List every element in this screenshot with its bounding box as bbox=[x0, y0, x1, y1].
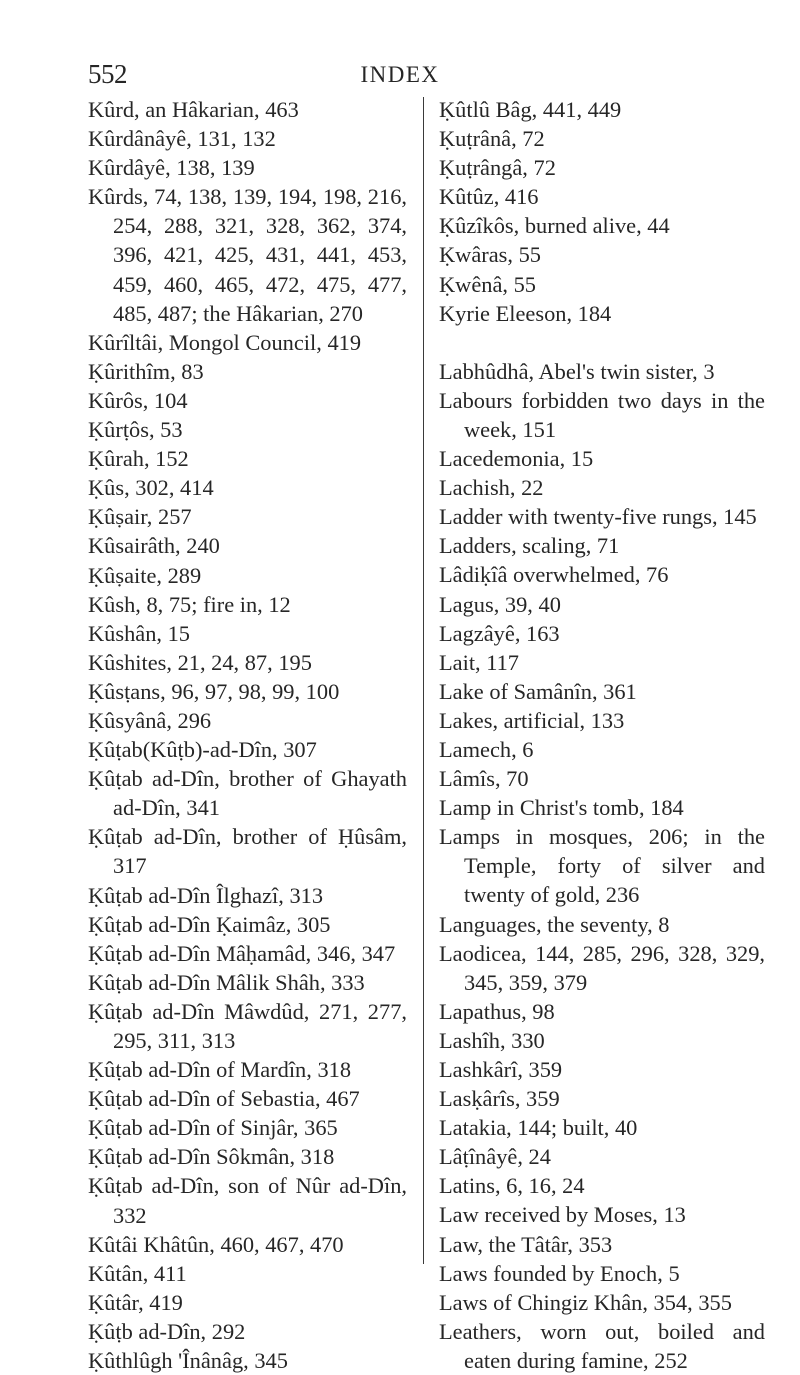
page-number: 552 bbox=[88, 59, 127, 89]
index-column-right bbox=[439, 95, 765, 1375]
index-entry: Ḳûṭab ad-Dîn of Sinjâr, 365 bbox=[88, 1115, 338, 1141]
index-entry: Lamps in mosques, 206; in the Temple, forty of silver and twenty of gold, 236 bbox=[439, 824, 765, 908]
index-entry: Kûshân, 15 bbox=[88, 620, 190, 646]
index-entry: Labhûdhâ, Abel's twin sister, 3 bbox=[439, 358, 715, 384]
column-divider bbox=[423, 97, 424, 1264]
index-entry: Ḳûrithîm, 83 bbox=[88, 358, 204, 384]
index-entry: Ḳûṭab ad-Dîn Ḳaimâz, 305 bbox=[88, 911, 331, 937]
index-entry: Kûtân, 411 bbox=[88, 1260, 187, 1286]
index-entry: Ḳûthlûgh 'Înânâg, 345 bbox=[88, 1348, 288, 1374]
index-entry: Ḳûṭab ad-Dîn Mâḥamâd, 346, 347 bbox=[88, 940, 396, 966]
index-entry: Lamech, 6 bbox=[439, 736, 534, 762]
index-entry: Languages, the seventy, 8 bbox=[439, 911, 670, 937]
index-entry: Kûsairâth, 240 bbox=[88, 533, 220, 559]
index-entry: Kûshites, 21, 24, 87, 195 bbox=[88, 649, 312, 675]
index-entry: Lashkârî, 359 bbox=[439, 1057, 563, 1082]
index-entry: Lake of Samânîn, 361 bbox=[439, 678, 637, 704]
index-entry: Lacedemonia, 15 bbox=[439, 446, 594, 472]
index-entry: Ḳûṭab ad-Dîn Mâwdûd, 271, 277, 295, 311, 313 bbox=[88, 998, 407, 1053]
index-entry: Ḳuṭrângâ, 72 bbox=[439, 155, 556, 181]
index-entry: Lachish, 22 bbox=[439, 475, 544, 501]
index-entry: Ḳûṭab(Kûṭb)-ad-Dîn, 307 bbox=[88, 737, 317, 763]
index-entry: Ḳûṭab ad-Dîn Sôkmân, 318 bbox=[88, 1144, 335, 1170]
index-entry: Ḳûṭab ad-Dîn of Mardîn, 318 bbox=[88, 1057, 352, 1083]
index-entry: Ḳûṭab ad-Dîn of Sebastia, 467 bbox=[88, 1086, 360, 1112]
index-entry: Ladder with twenty-five rungs, 145 bbox=[439, 504, 757, 530]
index-entry: Lagzâyê, 163 bbox=[439, 620, 560, 646]
index-entry: Lâdiḳîâ overwhelmed, 76 bbox=[439, 562, 669, 588]
letter-group-gap bbox=[439, 328, 765, 357]
index-entry: Ḳûtlû Bâg, 441, 449 bbox=[439, 97, 622, 122]
index-entry: Lagus, 39, 40 bbox=[439, 591, 561, 617]
index-entry: Lait, 117 bbox=[439, 649, 520, 675]
index-entry: Kûtûz, 416 bbox=[439, 184, 539, 210]
index-entry: Labours forbidden two days in the week, 151 bbox=[439, 387, 765, 442]
running-head: INDEX bbox=[360, 62, 440, 87]
index-entry: Lamp in Christ's tomb, 184 bbox=[439, 795, 684, 821]
index-entry: Ḳûṭb ad-Dîn, 292 bbox=[88, 1318, 246, 1344]
index-entry: Ḳwênâ, 55 bbox=[439, 271, 536, 297]
index-entry: Kûrds, 74, 138, 139, 194, 198, 216, 254, 288, 321, 328, 362, 374, 396, 421, 425, 431, 441, 453, 459, 460, 465, 472, 475, 477, 485, 487; the Hâkarian, 270 bbox=[88, 184, 407, 326]
index-entry: Ḳûṭab ad-Dîn, brother of Ghayath ad-Dîn, 341 bbox=[88, 766, 407, 821]
index-entry: Ladders, scaling, 71 bbox=[439, 533, 620, 559]
index-entry: Lasḳârîs, 359 bbox=[439, 1086, 560, 1112]
index-entry: Ḳûrah, 152 bbox=[88, 446, 189, 472]
index-entry: Leathers, worn out, boiled and eaten during famine, 252 bbox=[439, 1318, 765, 1373]
index-entry: Ḳûsyânâ, 296 bbox=[88, 707, 212, 733]
index-entry: Lashîh, 330 bbox=[439, 1027, 545, 1053]
index-entry: Ḳwâras, 55 bbox=[439, 242, 541, 268]
index-entry: Law, the Tâtâr, 353 bbox=[439, 1231, 613, 1257]
index-entry: Kûrd, an Hâkarian, 463 bbox=[88, 97, 299, 122]
index-entry: Ḳûṣaite, 289 bbox=[88, 562, 202, 588]
index-entry: Kûrîltâi, Mongol Council, 419 bbox=[88, 329, 362, 355]
index-entry: Lakes, artificial, 133 bbox=[439, 707, 625, 733]
index-entry: Laodicea, 144, 285, 296, 328, 329, 345, 359, 379 bbox=[439, 940, 765, 995]
index-entry: Ḳûṭab ad-Dîn, son of Nûr ad-Dîn, 332 bbox=[88, 1173, 407, 1228]
index-entry: Ḳûsṭans, 96, 97, 98, 99, 100 bbox=[88, 678, 340, 704]
index-column-left bbox=[88, 95, 407, 1375]
index-entry: Latakia, 144; built, 40 bbox=[439, 1115, 638, 1141]
index-entry: Kûrdâyê, 138, 139 bbox=[88, 155, 255, 181]
index-entry: Ḳûṭab ad-Dîn, brother of Ḥûsâm, 317 bbox=[88, 824, 407, 879]
index-entry: Ḳûzîkôs, burned alive, 44 bbox=[439, 213, 670, 239]
index-entry: Ḳûṭab ad-Dîn Îlghazî, 313 bbox=[88, 882, 324, 908]
index-entry: Ḳûtâr, 419 bbox=[88, 1289, 183, 1315]
index-entry: Kyrie Eleeson, 184 bbox=[439, 300, 612, 326]
index-entry: Laws of Chingiz Khân, 354, 355 bbox=[439, 1289, 732, 1315]
index-entry: Lapathus, 98 bbox=[439, 998, 555, 1024]
index-entry: Kûṭab ad-Dîn Mâlik Shâh, 333 bbox=[88, 969, 365, 995]
index-entry: Kûsh, 8, 75; fire in, 12 bbox=[88, 591, 291, 617]
index-entry: Lâṭînâyê, 24 bbox=[439, 1144, 551, 1170]
index-entry: Ḳuṭrânâ, 72 bbox=[439, 126, 545, 152]
index-entry: Kûrôs, 104 bbox=[88, 387, 188, 413]
index-entry: Latins, 6, 16, 24 bbox=[439, 1173, 585, 1199]
index-entry: Laws founded by Enoch, 5 bbox=[439, 1260, 680, 1286]
index-entry: Ḳûṣair, 257 bbox=[88, 504, 192, 530]
index-entry: Law received by Moses, 13 bbox=[439, 1202, 686, 1228]
index-entry: Ḳûs, 302, 414 bbox=[88, 475, 214, 501]
index-entry: Ḳûrṭôs, 53 bbox=[88, 417, 183, 443]
index-entry: Kûrdânâyê, 131, 132 bbox=[88, 126, 276, 152]
index-entry: Lâmîs, 70 bbox=[439, 766, 529, 792]
index-entry: Kûtâi Khâtûn, 460, 467, 470 bbox=[88, 1231, 344, 1257]
